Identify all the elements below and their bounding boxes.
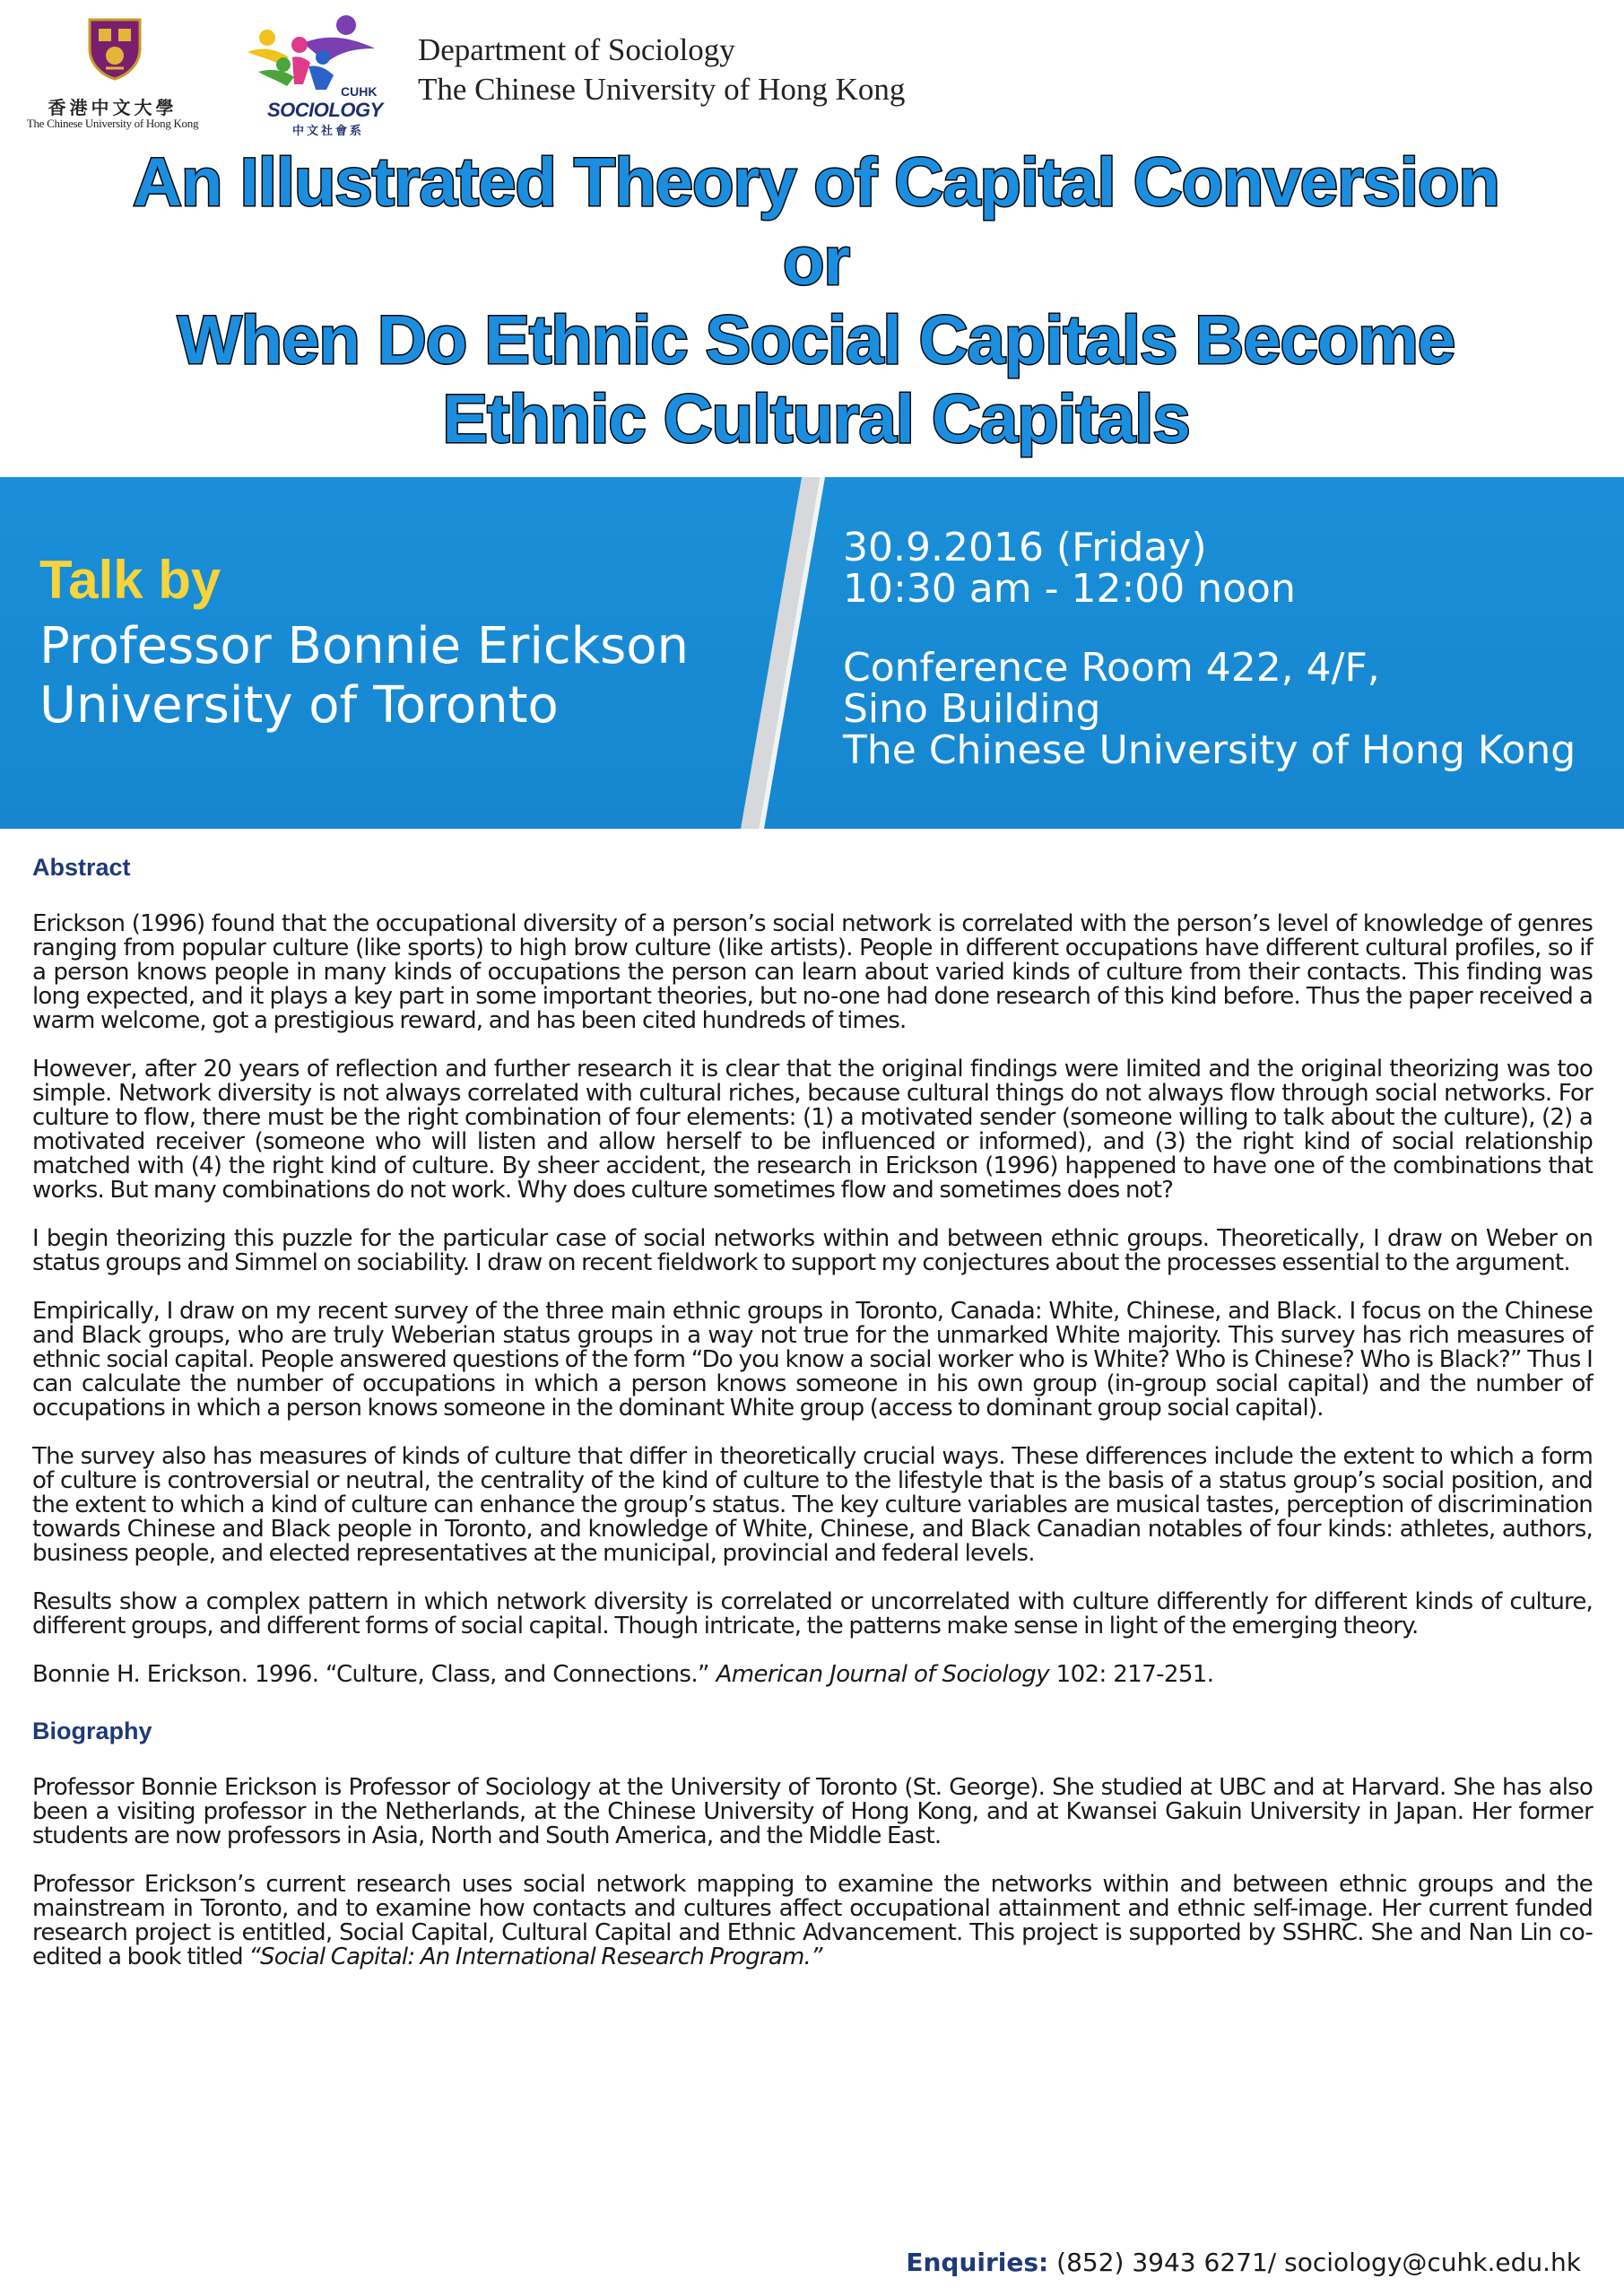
enquiries-footer — [906, 2248, 1581, 2277]
biography-heading: Biography — [32, 1718, 152, 1744]
abstract-paragraph: I begin theorizing this puzzle for the particular case of social networks within and between ethnic groups. Theoretically, I draw on Weber on status groups and Simmel on sociability. I draw on recent fieldwork to support my conjectures about the processes essential to the argument. — [32, 1225, 1593, 1276]
department-line-2: The Chinese University of Hong Kong — [418, 72, 906, 107]
speaker-block — [39, 617, 689, 735]
biography-paragraph — [32, 1873, 1593, 1970]
university-name-en: The Chinese University of Hong Kong — [26, 117, 199, 130]
event-venue-line-2: Sino Building — [843, 686, 1101, 732]
department-line-1: Department of Sociology — [418, 32, 735, 67]
title-line-1: An Illustrated Theory of Capital Conversion — [133, 144, 1499, 221]
university-name-zh: 香港中文大學 — [48, 97, 178, 118]
sociology-logo — [240, 13, 393, 138]
abstract-paragraph: Erickson (1996) found that the occupational diversity of a person’s social network is correlated with the person’s level of knowledge of genres ranging from popular culture (like sports) to high brow culture (like artists). People in different occupations have different cultural profiles, so if a person knows people in many kinds of occupations the person can learn about varied kinds of culture from their contacts. This finding was long expected, and it plays a key part in some important theories, but no-one had done research of this kind before. Thus the paper received a warm welcome, got a prestigious reward, and has been cited hundreds of times. — [32, 910, 1593, 1034]
event-venue-line-3: The Chinese University of Hong Kong — [843, 727, 1576, 773]
abstract-paragraph: Empirically, I draw on my recent survey of the three main ethnic groups in Toronto, Canada: White, Chinese, and Black. I focus on the Chinese and Black groups, who are truly Weberian status groups in a way not true for the unmarked White majority. This survey has rich measures of ethnic social capital. People answered questions of the form “Do you know a social worker who is White? Who is Chinese? Who is Black?” Thus I can calculate the number of occupations in which a person knows someone in his own group (in-group social capital) and the number of occupations in which a person knows someone in the dominant White group (access to dominant group social capital). — [32, 1298, 1593, 1422]
enquiries-label: Enquiries: — [906, 2248, 1049, 2277]
department-heading — [418, 30, 905, 109]
book-title: “Social Capital: An International Research Program.” — [248, 1944, 822, 1970]
sociology-logo-word: SOCIOLOGY — [267, 99, 383, 121]
abstract-paragraph: Results show a complex pattern in which network diversity is correlated or uncorrelated with culture differently for different kinds of culture, different groups, and different forms of social capital. Though intricate, the patterns make sense in light of the emerging theory. — [32, 1588, 1593, 1639]
abstract-paragraph: The survey also has measures of kinds of culture that differ in theoretically crucial ways. These differences include the extent to which a form of culture is controversial or neutral, the centrality of the kind of culture to the lifestyle that is the basis of a status group’s social position, and the extent to which a kind of culture can enhance the group’s status. The key culture variables are musical tastes, perception of discrimination towards Chinese and Black people in Toronto, and knowledge of White, Chinese, and Black Canadian notables of four kinds: athletes, authors, business people, and elected representatives at the municipal, provincial and federal levels. — [32, 1443, 1593, 1567]
abstract-heading: Abstract — [32, 854, 131, 881]
sociology-logo-zh: 中文社會系 — [292, 125, 365, 138]
event-date: 30.9.2016 (Friday) — [843, 525, 1207, 570]
biography-text: Professor Erickson’s current research uses social network mapping to examine the networks within and between ethnic groups and the mainstream in Toronto, and to examine how contacts and cultures affect occupational attainment and ethnic self-image. Her current funded research project is entitled, Social Capital, Cultural Capital and Ethnic Advancement. This project is supported by SSHRC. She and Nan Lin co-edited a book titled — [32, 1871, 1593, 1970]
event-details — [843, 527, 1576, 771]
talk-by-label: Talk by — [39, 550, 221, 610]
speaker-name: Professor Bonnie Erickson — [39, 617, 690, 675]
title-line-3: When Do Ethnic Social Capitals Become — [177, 302, 1455, 378]
reference-pages: 102: 217-251. — [1055, 1661, 1214, 1688]
cuhk-logo — [16, 16, 209, 128]
reference-text: Bonnie H. Erickson. 1996. “Culture, Class, and Connections.” — [32, 1661, 709, 1688]
reference-citation — [32, 1663, 1593, 1687]
speaker-affiliation: University of Toronto — [39, 676, 559, 735]
sociology-logo-cuhk: CUHK — [341, 84, 378, 99]
main-content — [32, 854, 1593, 1994]
title-line-4: Ethnic Cultural Capitals — [442, 381, 1190, 457]
biography-paragraph: Professor Bonnie Erickson is Professor of Sociology at the University of Toronto (St. George). She studied at UBC and at Harvard. She has also been a visiting professor in the Netherlands, at the Chinese University of Hong Kong, and at Kwansei Gakuin University in Japan. Her former students are now professors in Asia, North and South America, and the Middle East. — [32, 1774, 1593, 1849]
title-line-2: or — [783, 223, 849, 300]
enquiries-contact[interactable]: (852) 3943 6271/ sociology@cuhk.edu.hk — [1056, 2248, 1581, 2277]
talk-title — [54, 144, 1578, 459]
event-venue-line-1: Conference Room 422, 4/F, — [843, 645, 1380, 691]
cuhk-crest-icon — [86, 16, 143, 81]
event-time: 10:30 am - 12:00 noon — [843, 566, 1296, 612]
reference-journal: American Journal of Sociology — [716, 1661, 1049, 1688]
abstract-paragraph: However, after 20 years of reflection and further research it is clear that the original findings were limited and the original theorizing was too simple. Network diversity is not always correlated with cultural riches, because cultural things do not always flow through social networks. For culture to flow, there must be the right combination of four elements: (1) a motivated sender (someone willing to talk about the culture), (2) a motivated receiver (someone who will listen and allow herself to be influenced or informed), and (3) the right kind of social relationship matched with (4) the right kind of culture. By sheer accident, the research in Erickson (1996) happened to have one of the combinations that works. But many combinations do not work. Why does culture sometimes flow and sometimes does not? — [32, 1056, 1593, 1204]
